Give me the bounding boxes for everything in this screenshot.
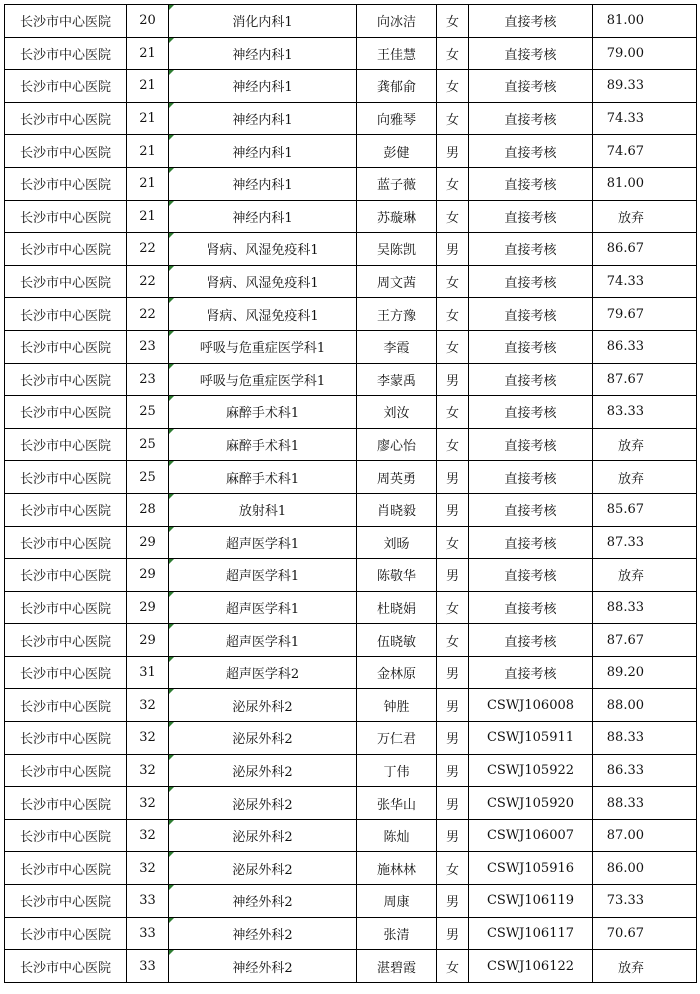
gender-cell: 女 — [437, 167, 469, 200]
department-cell: 神经内科1 — [169, 102, 357, 135]
position-code-cell: 33 — [127, 885, 169, 918]
exam-method-cell: CSWJ106008 — [469, 689, 593, 722]
position-code-cell: 21 — [127, 135, 169, 168]
candidate-name-cell: 彭健 — [357, 135, 437, 168]
score-cell: 86.33 — [593, 330, 697, 363]
exam-method-cell: 直接考核 — [469, 70, 593, 103]
gender-cell: 男 — [437, 722, 469, 755]
hospital-cell: 长沙市中心医院 — [5, 559, 127, 592]
score-cell: 放弃 — [593, 950, 697, 983]
gender-cell: 女 — [437, 396, 469, 429]
hospital-cell: 长沙市中心医院 — [5, 102, 127, 135]
position-code-cell: 22 — [127, 265, 169, 298]
department-cell: 神经内科1 — [169, 37, 357, 70]
exam-method-cell: 直接考核 — [469, 37, 593, 70]
table-row — [5, 265, 697, 298]
gender-cell: 男 — [437, 363, 469, 396]
table-row — [5, 233, 697, 266]
score-cell: 85.67 — [593, 493, 697, 526]
table-row — [5, 559, 697, 592]
position-code-cell: 31 — [127, 656, 169, 689]
candidate-name-cell: 王佳慧 — [357, 37, 437, 70]
hospital-cell: 长沙市中心医院 — [5, 233, 127, 266]
gender-cell: 男 — [437, 819, 469, 852]
department-cell: 神经外科2 — [169, 917, 357, 950]
hospital-cell: 长沙市中心医院 — [5, 852, 127, 885]
hospital-cell: 长沙市中心医院 — [5, 200, 127, 233]
position-code-cell: 29 — [127, 591, 169, 624]
table-row — [5, 200, 697, 233]
exam-method-cell: 直接考核 — [469, 233, 593, 266]
score-cell: 73.33 — [593, 885, 697, 918]
exam-method-cell: 直接考核 — [469, 624, 593, 657]
hospital-cell: 长沙市中心医院 — [5, 526, 127, 559]
gender-cell: 女 — [437, 330, 469, 363]
exam-method-cell: 直接考核 — [469, 298, 593, 331]
exam-method-cell: 直接考核 — [469, 656, 593, 689]
gender-cell: 男 — [437, 493, 469, 526]
gender-cell: 女 — [437, 852, 469, 885]
hospital-cell: 长沙市中心医院 — [5, 787, 127, 820]
department-cell: 神经内科1 — [169, 167, 357, 200]
table-row — [5, 5, 697, 38]
hospital-cell: 长沙市中心医院 — [5, 917, 127, 950]
score-cell: 79.00 — [593, 37, 697, 70]
table-row — [5, 102, 697, 135]
exam-method-cell: 直接考核 — [469, 526, 593, 559]
candidate-name-cell: 伍晓敏 — [357, 624, 437, 657]
table-row — [5, 787, 697, 820]
table-body — [5, 5, 697, 983]
hospital-cell: 长沙市中心医院 — [5, 167, 127, 200]
department-cell: 麻醉手术科1 — [169, 428, 357, 461]
department-cell: 麻醉手术科1 — [169, 396, 357, 429]
score-cell: 放弃 — [593, 559, 697, 592]
exam-method-cell: 直接考核 — [469, 591, 593, 624]
exam-method-cell: 直接考核 — [469, 363, 593, 396]
gender-cell: 男 — [437, 787, 469, 820]
gender-cell: 女 — [437, 5, 469, 38]
table-row — [5, 526, 697, 559]
hospital-cell: 长沙市中心医院 — [5, 298, 127, 331]
hospital-cell: 长沙市中心医院 — [5, 363, 127, 396]
gender-cell: 女 — [437, 102, 469, 135]
hospital-cell: 长沙市中心医院 — [5, 396, 127, 429]
gender-cell: 女 — [437, 591, 469, 624]
gender-cell: 男 — [437, 754, 469, 787]
hospital-cell: 长沙市中心医院 — [5, 689, 127, 722]
table-row — [5, 493, 697, 526]
department-cell: 呼吸与危重症医学科1 — [169, 363, 357, 396]
hospital-cell: 长沙市中心医院 — [5, 330, 127, 363]
table-row — [5, 689, 697, 722]
score-cell: 87.67 — [593, 363, 697, 396]
exam-method-cell: 直接考核 — [469, 167, 593, 200]
gender-cell: 女 — [437, 37, 469, 70]
candidate-name-cell: 向雅琴 — [357, 102, 437, 135]
candidate-name-cell: 金林原 — [357, 656, 437, 689]
candidate-name-cell: 钟胜 — [357, 689, 437, 722]
score-cell: 87.33 — [593, 526, 697, 559]
score-cell: 83.33 — [593, 396, 697, 429]
candidate-name-cell: 刘旸 — [357, 526, 437, 559]
gender-cell: 男 — [437, 917, 469, 950]
position-code-cell: 25 — [127, 428, 169, 461]
candidate-name-cell: 杜晓娟 — [357, 591, 437, 624]
table-row — [5, 885, 697, 918]
hospital-cell: 长沙市中心医院 — [5, 135, 127, 168]
table-row — [5, 656, 697, 689]
table-row — [5, 461, 697, 494]
exam-method-cell: CSWJ105916 — [469, 852, 593, 885]
gender-cell: 女 — [437, 265, 469, 298]
table-row — [5, 852, 697, 885]
gender-cell: 男 — [437, 656, 469, 689]
exam-method-cell: CSWJ105920 — [469, 787, 593, 820]
hospital-cell: 长沙市中心医院 — [5, 591, 127, 624]
position-code-cell: 32 — [127, 852, 169, 885]
score-cell: 86.33 — [593, 754, 697, 787]
exam-method-cell: 直接考核 — [469, 265, 593, 298]
position-code-cell: 22 — [127, 298, 169, 331]
table-row — [5, 396, 697, 429]
department-cell: 泌尿外科2 — [169, 819, 357, 852]
department-cell: 消化内科1 — [169, 5, 357, 38]
score-cell: 放弃 — [593, 428, 697, 461]
candidate-name-cell: 周英勇 — [357, 461, 437, 494]
hospital-cell: 长沙市中心医院 — [5, 461, 127, 494]
position-code-cell: 21 — [127, 167, 169, 200]
gender-cell: 男 — [437, 885, 469, 918]
department-cell: 泌尿外科2 — [169, 722, 357, 755]
gender-cell: 女 — [437, 200, 469, 233]
hospital-cell: 长沙市中心医院 — [5, 493, 127, 526]
exam-method-cell: 直接考核 — [469, 200, 593, 233]
department-cell: 放射科1 — [169, 493, 357, 526]
department-cell: 神经外科2 — [169, 950, 357, 983]
position-code-cell: 29 — [127, 559, 169, 592]
score-cell: 81.00 — [593, 5, 697, 38]
exam-method-cell: CSWJ106119 — [469, 885, 593, 918]
table-row — [5, 298, 697, 331]
table-row — [5, 167, 697, 200]
hospital-cell: 长沙市中心医院 — [5, 722, 127, 755]
candidate-name-cell: 张华山 — [357, 787, 437, 820]
exam-method-cell: 直接考核 — [469, 461, 593, 494]
gender-cell: 男 — [437, 559, 469, 592]
table-row — [5, 37, 697, 70]
candidate-name-cell: 李蒙禹 — [357, 363, 437, 396]
candidate-name-cell: 苏璇琳 — [357, 200, 437, 233]
department-cell: 泌尿外科2 — [169, 852, 357, 885]
candidate-name-cell: 向冰洁 — [357, 5, 437, 38]
candidate-name-cell: 龚郁俞 — [357, 70, 437, 103]
position-code-cell: 33 — [127, 950, 169, 983]
table-row — [5, 428, 697, 461]
exam-method-cell: 直接考核 — [469, 396, 593, 429]
hospital-cell: 长沙市中心医院 — [5, 624, 127, 657]
candidate-name-cell: 陈敬华 — [357, 559, 437, 592]
department-cell: 超声医学科2 — [169, 656, 357, 689]
score-cell: 放弃 — [593, 461, 697, 494]
score-cell: 87.67 — [593, 624, 697, 657]
score-cell: 89.33 — [593, 70, 697, 103]
table-row — [5, 722, 697, 755]
position-code-cell: 32 — [127, 787, 169, 820]
department-cell: 超声医学科1 — [169, 526, 357, 559]
candidate-name-cell: 吴陈凯 — [357, 233, 437, 266]
exam-method-cell: CSWJ105911 — [469, 722, 593, 755]
position-code-cell: 32 — [127, 754, 169, 787]
exam-method-cell: CSWJ106122 — [469, 950, 593, 983]
position-code-cell: 29 — [127, 526, 169, 559]
candidate-name-cell: 廖心怡 — [357, 428, 437, 461]
position-code-cell: 25 — [127, 396, 169, 429]
hospital-cell: 长沙市中心医院 — [5, 819, 127, 852]
gender-cell: 男 — [437, 135, 469, 168]
table-row — [5, 591, 697, 624]
candidate-name-cell: 张清 — [357, 917, 437, 950]
table-row — [5, 754, 697, 787]
gender-cell: 男 — [437, 689, 469, 722]
position-code-cell: 20 — [127, 5, 169, 38]
score-cell: 89.20 — [593, 656, 697, 689]
score-cell: 70.67 — [593, 917, 697, 950]
hospital-cell: 长沙市中心医院 — [5, 428, 127, 461]
exam-method-cell: 直接考核 — [469, 102, 593, 135]
table-row — [5, 330, 697, 363]
candidate-name-cell: 丁伟 — [357, 754, 437, 787]
candidate-name-cell: 万仁君 — [357, 722, 437, 755]
department-cell: 肾病、风湿免疫科1 — [169, 233, 357, 266]
score-cell: 88.33 — [593, 722, 697, 755]
score-cell: 74.33 — [593, 265, 697, 298]
department-cell: 呼吸与危重症医学科1 — [169, 330, 357, 363]
gender-cell: 女 — [437, 950, 469, 983]
candidate-name-cell: 李霞 — [357, 330, 437, 363]
table-row — [5, 70, 697, 103]
position-code-cell: 21 — [127, 70, 169, 103]
position-code-cell: 23 — [127, 330, 169, 363]
position-code-cell: 29 — [127, 624, 169, 657]
position-code-cell: 23 — [127, 363, 169, 396]
position-code-cell: 22 — [127, 233, 169, 266]
gender-cell: 女 — [437, 428, 469, 461]
position-code-cell: 21 — [127, 102, 169, 135]
gender-cell: 女 — [437, 298, 469, 331]
candidate-name-cell: 肖晓毅 — [357, 493, 437, 526]
score-cell: 86.67 — [593, 233, 697, 266]
score-cell: 74.67 — [593, 135, 697, 168]
hospital-cell: 长沙市中心医院 — [5, 656, 127, 689]
results-table — [4, 4, 697, 983]
hospital-cell: 长沙市中心医院 — [5, 5, 127, 38]
score-cell: 86.00 — [593, 852, 697, 885]
score-cell: 88.00 — [593, 689, 697, 722]
candidate-name-cell: 周文茜 — [357, 265, 437, 298]
department-cell: 超声医学科1 — [169, 624, 357, 657]
position-code-cell: 21 — [127, 200, 169, 233]
department-cell: 神经内科1 — [169, 70, 357, 103]
hospital-cell: 长沙市中心医院 — [5, 37, 127, 70]
exam-method-cell: 直接考核 — [469, 428, 593, 461]
exam-method-cell: CSWJ106117 — [469, 917, 593, 950]
candidate-name-cell: 湛碧霞 — [357, 950, 437, 983]
gender-cell: 男 — [437, 233, 469, 266]
table-row — [5, 917, 697, 950]
candidate-name-cell: 周康 — [357, 885, 437, 918]
hospital-cell: 长沙市中心医院 — [5, 70, 127, 103]
score-cell: 88.33 — [593, 591, 697, 624]
exam-method-cell: 直接考核 — [469, 493, 593, 526]
candidate-name-cell: 蓝子薇 — [357, 167, 437, 200]
candidate-name-cell: 刘汝 — [357, 396, 437, 429]
department-cell: 超声医学科1 — [169, 559, 357, 592]
position-code-cell: 32 — [127, 722, 169, 755]
position-code-cell: 33 — [127, 917, 169, 950]
score-cell: 74.33 — [593, 102, 697, 135]
exam-method-cell: 直接考核 — [469, 559, 593, 592]
exam-method-cell: CSWJ106007 — [469, 819, 593, 852]
table-row — [5, 819, 697, 852]
hospital-cell: 长沙市中心医院 — [5, 885, 127, 918]
candidate-name-cell: 施林林 — [357, 852, 437, 885]
exam-method-cell: CSWJ105922 — [469, 754, 593, 787]
exam-method-cell: 直接考核 — [469, 330, 593, 363]
position-code-cell: 32 — [127, 689, 169, 722]
score-cell: 放弃 — [593, 200, 697, 233]
gender-cell: 女 — [437, 624, 469, 657]
exam-method-cell: 直接考核 — [469, 5, 593, 38]
department-cell: 肾病、风湿免疫科1 — [169, 298, 357, 331]
score-cell: 87.00 — [593, 819, 697, 852]
position-code-cell: 21 — [127, 37, 169, 70]
department-cell: 神经内科1 — [169, 135, 357, 168]
score-cell: 79.67 — [593, 298, 697, 331]
department-cell: 肾病、风湿免疫科1 — [169, 265, 357, 298]
department-cell: 超声医学科1 — [169, 591, 357, 624]
hospital-cell: 长沙市中心医院 — [5, 754, 127, 787]
score-cell: 81.00 — [593, 167, 697, 200]
table-row — [5, 363, 697, 396]
position-code-cell: 25 — [127, 461, 169, 494]
department-cell: 神经外科2 — [169, 885, 357, 918]
exam-method-cell: 直接考核 — [469, 135, 593, 168]
gender-cell: 女 — [437, 70, 469, 103]
table-row — [5, 950, 697, 983]
hospital-cell: 长沙市中心医院 — [5, 265, 127, 298]
candidate-name-cell: 王方豫 — [357, 298, 437, 331]
candidate-name-cell: 陈灿 — [357, 819, 437, 852]
table-row — [5, 135, 697, 168]
position-code-cell: 32 — [127, 819, 169, 852]
department-cell: 泌尿外科2 — [169, 787, 357, 820]
table-row — [5, 624, 697, 657]
department-cell: 泌尿外科2 — [169, 754, 357, 787]
department-cell: 麻醉手术科1 — [169, 461, 357, 494]
gender-cell: 女 — [437, 526, 469, 559]
gender-cell: 男 — [437, 461, 469, 494]
score-cell: 88.33 — [593, 787, 697, 820]
position-code-cell: 28 — [127, 493, 169, 526]
department-cell: 泌尿外科2 — [169, 689, 357, 722]
department-cell: 神经内科1 — [169, 200, 357, 233]
hospital-cell: 长沙市中心医院 — [5, 950, 127, 983]
